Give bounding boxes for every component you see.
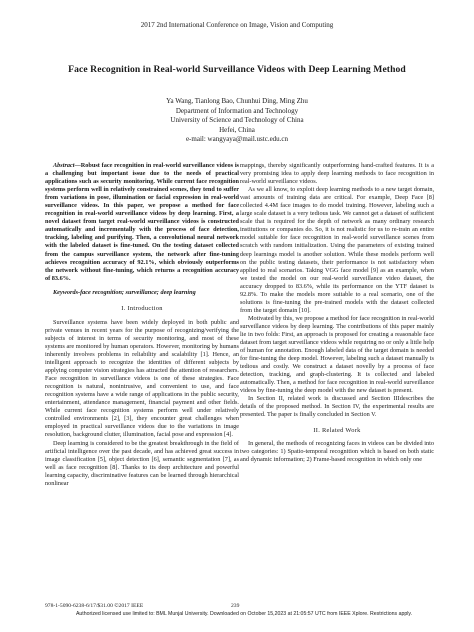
- right-paragraph-4: In Section II, related work is discussed and Section IIIdescribes the details of the proposed method. In Section IV, the experimental results are presented. The paper is finally concluded in Section V.: [240, 395, 434, 419]
- conference-header: 2017 2nd International Conference on Image, Vision and Computing: [140, 21, 334, 29]
- affiliation-city: Hefei, China: [219, 125, 255, 134]
- author-email: e-mail: wangyaya@mail.ustc.edu.cn: [185, 135, 289, 143]
- footer-license-notice: Authorized licensed use limited to: BML Munjal University. Downloaded on October 15,2023 at 21:05:57 UTC from IEEE Xplore. Restrictions apply.: [75, 611, 413, 617]
- right-column: [240, 162, 434, 464]
- right-paragraph-2: As we all know, to exploit deep learning methods to a new target domain, vast amounts of training data are critical. For example, Deep Face [8] collected 4.4M face images to do model training. However, labeling such a large scale dataset is a very tedious task. We cannot get a dataset of sufficient scale that is required for the depth of network as many ordinary research institutions or companies do. So, it is not realistic for us to re-train an entire model suitable for face recognition in real-world surveillance scenes from scratch with random initialization. Using the parameters of existing trained deep learnings model is another solution. While these models perform well on the public testing datasets, their performance is not satisfactory when applied to real scenarios. Taking VGG face model [9] as an example, when we tested the model on our real-world surveillance video dataset, the accuracy dropped to 83.6%, while its performance on the YTF dataset is 92.8%. To make the models more suitable to a real scenario, one of the solutions is fine-tuning the pre-trained models with the dataset collected from the target domain [10].: [240, 186, 434, 314]
- author-names: Ya Wang, Tianlong Bao, Chunhui Ding, Ming Zhu: [166, 97, 308, 105]
- affiliation-department: Department of Information and Technology: [175, 106, 299, 115]
- related-paragraph-1: In general, the methods of recognizing faces in videos can be divided into two categories: 1) Spatio-temporal recognition which is based on both static and dynamic information; 2) Frame-based recognition in which only one: [240, 439, 434, 463]
- section-heading-related-work: II. Related Work: [313, 426, 361, 434]
- right-paragraph-3: Motivated by this, we propose a method for face recognition in real-world surveillance videos by deep learning. The contributions of this paper mainly lie in two folds: First, an approach is proposed for creating a reasonable face dataset from target surveillance videos while requiring no or only a little help of human for annotation. Enough labeled data of the target domain is needed for fine-tuning the deep model. However, labeling such a dataset manually is tedious and costly. We construct a dataset novelly by a process of face detection, tracking, and graph-clustering. It is collected and labeled automatically. Then, a method for face recognition in real-world surveillance videos by fine-tuning the deep model with the new dataset is present.: [240, 314, 434, 395]
- footer-page-number: 239: [231, 603, 240, 609]
- affiliation-university: University of Science and Technology of China: [170, 116, 304, 124]
- right-paragraph-1: mappings, thereby significantly outperforming hand-crafted features. It is a very promising idea to apply deep learning methods to face recognition in real-world surveillance videos.: [240, 162, 434, 186]
- abstract-lead: Abstract: [53, 162, 75, 169]
- section-heading-introduction: I. Introduction: [121, 304, 163, 312]
- intro-paragraph-1: Surveillance systems have been widely deployed in both public and private venues in recent years for the purpose of recognizing/verifying the subjects of interest in terms of security monitoring, and most of these systems are monitored by human operators. However, monitoring by humans inherently involves problems in reliability and scalability [1]. Hence, an intelligent approach to recognize the identities of different subjects by applying computer vision strategies has attracted the attention of researchers. Face recognition in surveillance videos is one of these strategies. Face recognition is natural, nonintrusive, and convenient to use, and face recognition systems have a wide range of applications in the public security, entertainment, attendance management, financial payment and other fields. While current face recognition systems perform well under relatively controlled environments [2], [3], they encounter great challenges when employed in practical surveillance videos due to the variations in image resolution, background clutter, illumination, facial pose and expression [4].: [45, 318, 239, 439]
- keywords: Keywords-face recognition; surveillance; deep learning: [53, 288, 196, 296]
- abstract-text: —Robust face recognition in real-world surveillance videos is a challenging but important issue due to the needs of practical applications such as security monitoring. While current face recognition systems perform well in relatively constrained scenes, they tend to suffer from variations in pose, illumination or facial expression in real-world surveillance videos. In this paper, we propose a method for face recognition in real-world surveillance videos by deep learning. First, a novel dataset from target real-world surveillance videos is constructed automatically and incrementally with the process of face detection, tracking, labeling and purifying. Then, a convolutional neural network with the labeled dataset is fine-tuned. On the testing dataset collected from the campus surveillance system, the network after fine-tuning achieves recognition accuracy of 92.1%, which obviously outperforms the network without fine-tuning, which returns a recognition accuracy of 83.6%.: [45, 162, 239, 282]
- author-block: [0, 97, 474, 145]
- intro-paragraph-2: Deep learning is considered to be the greatest breakthrough in the field of artificial intelligence over the past decade, and has achieved great success in image classification [5], object detection [6], semantic segmentation [7], as well as face recognition [8]. Thanks to its deep architecture and powerful learning capacity, discriminative features can be learned through hierarchical nonlinear: [45, 439, 239, 487]
- abstract-paragraph: [45, 162, 239, 283]
- footer-isbn: 978-1-5090-6238-6/17/$31.00 ©2017 IEEE: [45, 603, 144, 609]
- paper-title: Face Recognition in Real-world Surveillance Videos with Deep Learning Method: [68, 64, 406, 75]
- left-column: [45, 162, 239, 488]
